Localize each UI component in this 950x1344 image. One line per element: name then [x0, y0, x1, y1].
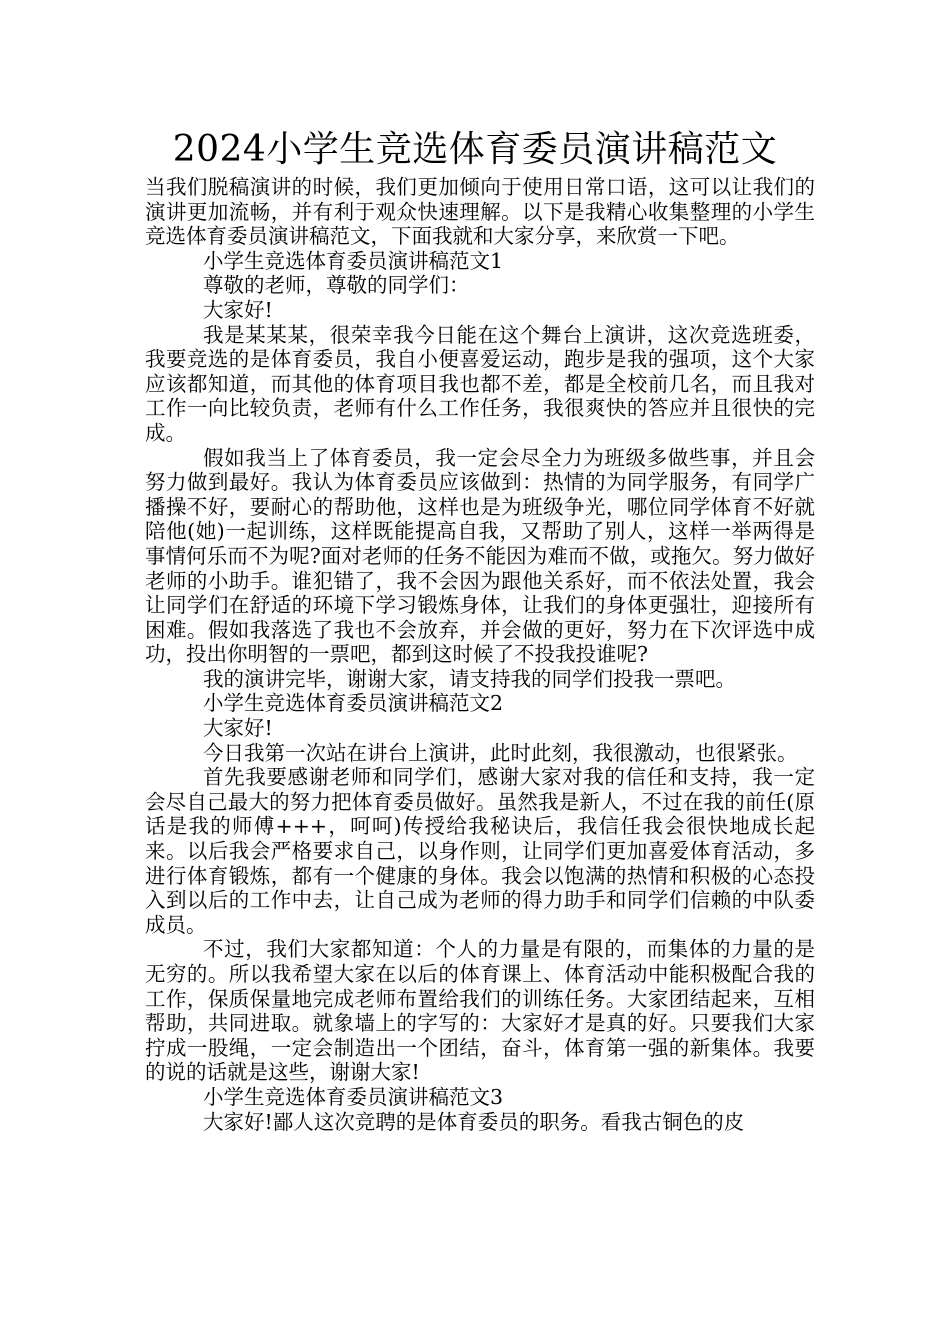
paragraph: 小学生竞选体育委员演讲稿范文1	[203, 248, 504, 273]
paragraph: 大家好!鄙人这次竞聘的是体育委员的职务。看我古铜色的皮	[203, 1109, 745, 1134]
paragraph: 我是某某某，很荣幸我今日能在这个舞台上演讲，这次竞选班委，我要竞选的是体育委员，我自小便喜爱运动，跑步是我的强项，这个大家应该都知道，而其他的体育项目我也都不差，都是全校前几名，而且我对工作一向比较负责，老师有什么工作任务，我很爽快的答应并且很快的完成。	[145, 322, 815, 445]
paragraph: 我的演讲完毕，谢谢大家，请支持我的同学们投我一票吧。	[203, 666, 736, 691]
document-body	[145, 175, 815, 1134]
paragraph: 小学生竞选体育委员演讲稿范文3	[203, 1084, 504, 1109]
document-title: 2024小学生竞选体育委员演讲稿范文	[172, 129, 778, 170]
paragraph: 当我们脱稿演讲的时候，我们更加倾向于使用日常口语，这可以让我们的演讲更加流畅，并有利于观众快速理解。以下是我精心收集整理的小学生竞选体育委员演讲稿范文，下面我就和大家分享，来欣赏一下吧。	[145, 175, 815, 249]
paragraph: 首先我要感谢老师和同学们，感谢大家对我的信任和支持，我一定会尽自己最大的努力把体育委员做好。虽然我是新人，不过在我的前任(原话是我的师傅+++，呵呵)传授给我秘诀后，我信任我会很快地成长起来。以后我会严格要求自己，以身作则，让同学们更加喜爱体育活动，多进行体育锻炼，都有一个健康的身体。我会以饱满的热情和积极的心态投入到以后的工作中去，让自己成为老师的得力助手和同学们信赖的中队委成员。	[145, 765, 815, 937]
paragraph: 小学生竞选体育委员演讲稿范文2	[203, 691, 504, 716]
paragraph: 尊敬的老师，尊敬的同学们：	[203, 273, 470, 298]
paragraph: 不过，我们大家都知道：个人的力量是有限的，而集体的力量的是无穷的。所以我希望大家在以后的体育课上、体育活动中能积极配合我的工作，保质保量地完成老师布置给我们的训练任务。大家团结起来，互相帮助，共同进取。就象墙上的字写的：大家好才是真的好。只要我们大家拧成一股绳，一定会制造出一个团结，奋斗，体育第一强的新集体。我要的说的话就是这些，谢谢大家!	[145, 937, 815, 1085]
paragraph: 今日我第一次站在讲台上演讲，此时此刻，我很激动，也很紧张。	[203, 740, 798, 765]
paragraph: 大家好!	[203, 716, 273, 741]
paragraph: 假如我当上了体育委员，我一定会尽全力为班级多做些事，并且会努力做到最好。我认为体育委员应该做到：热情的为同学服务，有同学广播操不好，要耐心的帮助他，这样也是为班级争光，哪位同学体育不好就陪他(她)一起训练，这样既能提高自我，又帮助了别人，这样一举两得是事情何乐而不为呢?面对老师的任务不能因为难而不做，或拖欠。努力做好老师的小助手。谁犯错了，我不会因为跟他关系好，而不依法处置，我会让同学们在舒适的环境下学习锻炼身体，让我们的身体更强壮，迎接所有困难。假如我落选了我也不会放弃，并会做的更好，努力在下次评选中成功，投出你明智的一票吧，都到这时候了不投我投谁呢?	[145, 445, 815, 667]
paragraph: 大家好!	[203, 297, 273, 322]
